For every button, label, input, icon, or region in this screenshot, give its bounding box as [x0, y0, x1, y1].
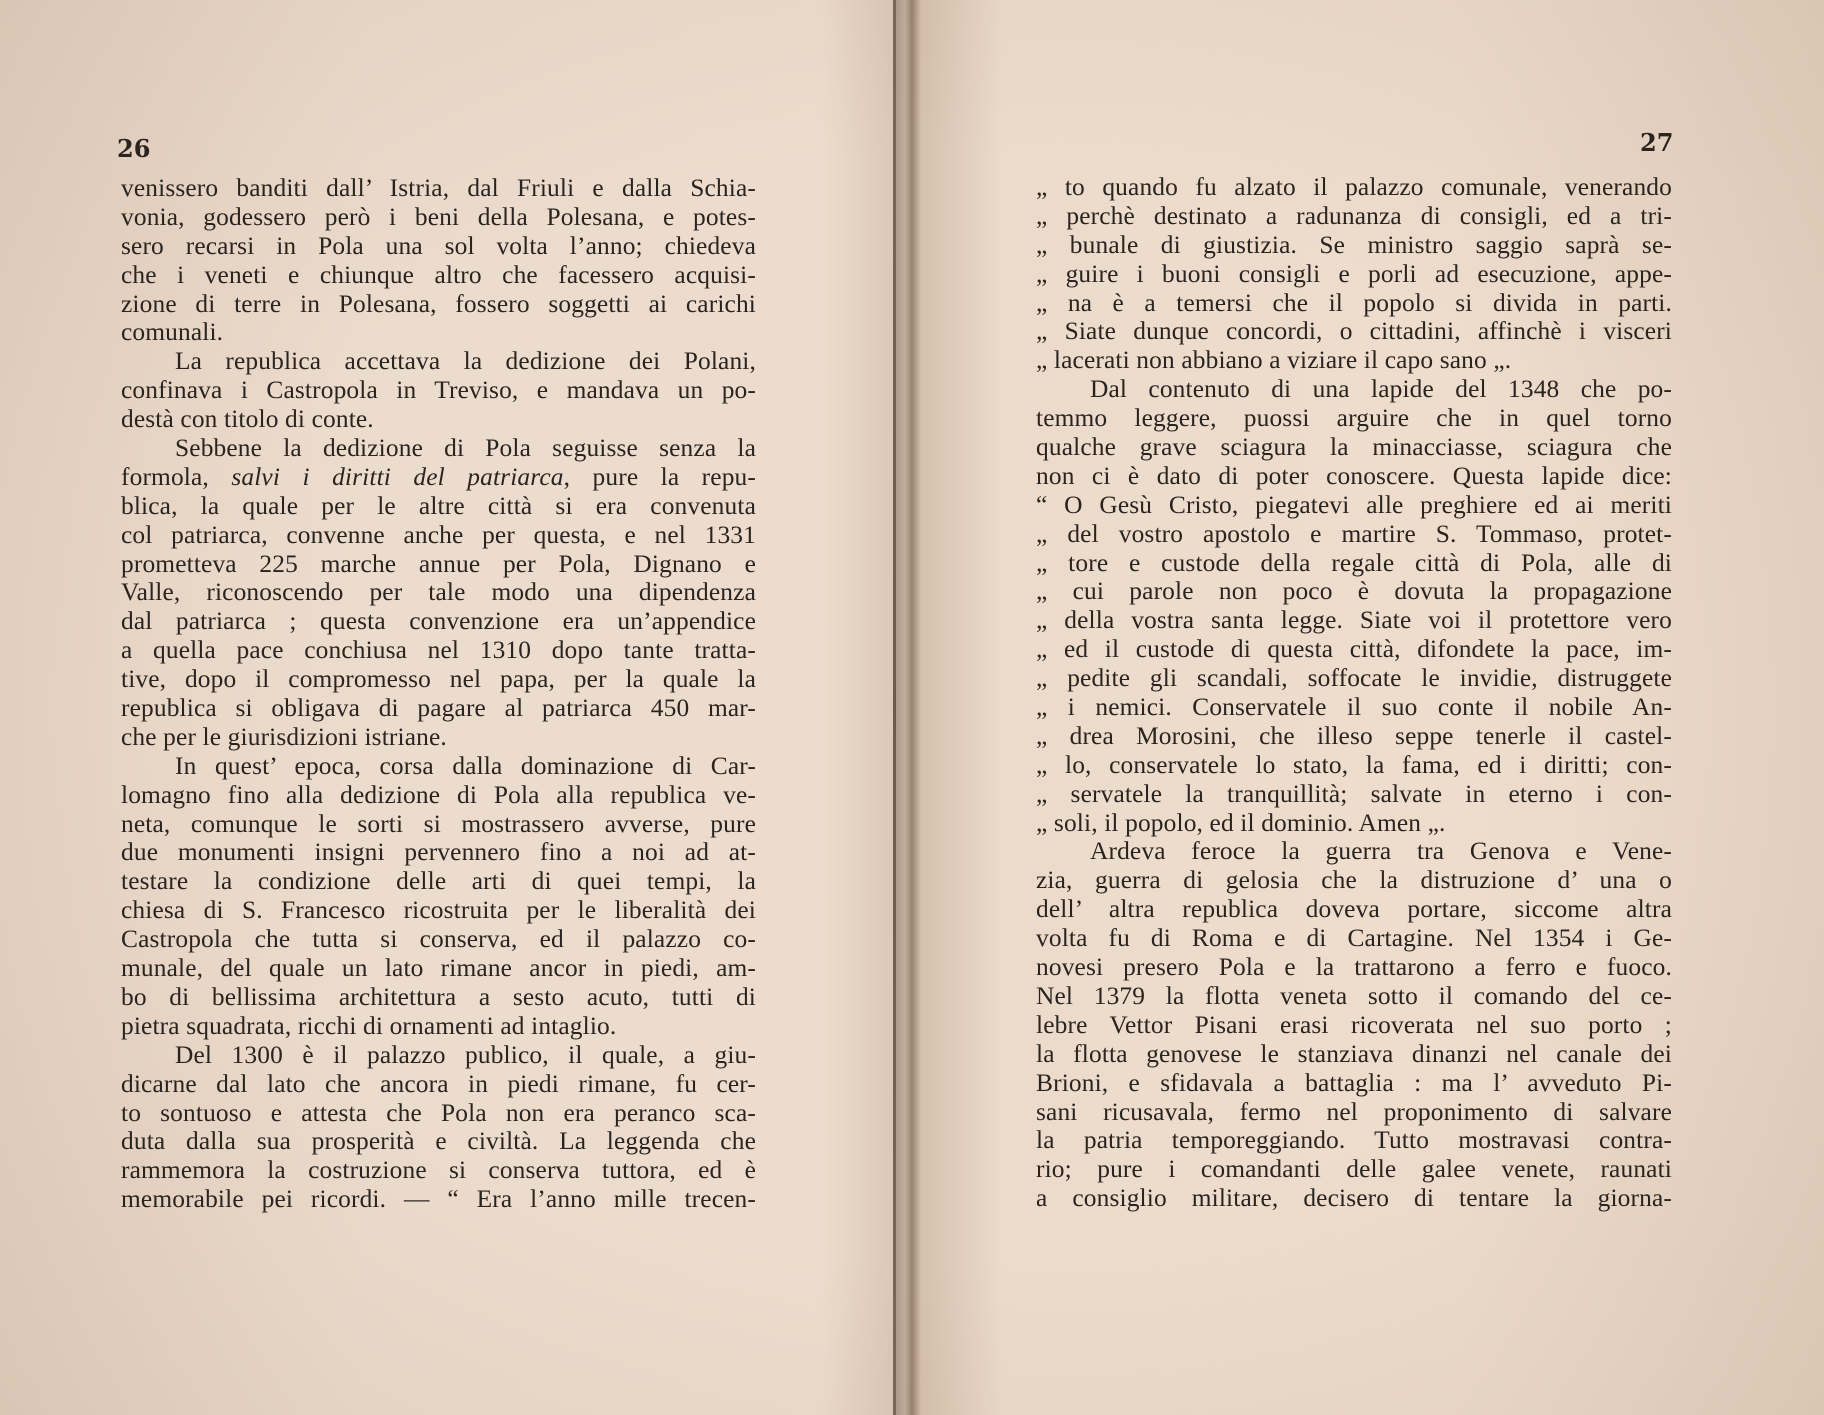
text-line: due monumenti insigni pervennero fino a noi ad at-	[121, 838, 756, 867]
text-line: „ servatele la tranquillità; salvate in eterno i con-	[1036, 779, 1672, 808]
italic-phrase: salvi i diritti del patriarca	[231, 462, 564, 491]
text-line: novesi presero Pola e la trattarono a ferro e fuoco.	[1036, 953, 1672, 982]
text-line: che i veneti e chiunque altro che facessero acquisi-	[121, 260, 756, 289]
text-line	[121, 463, 756, 492]
text-line: blica, la quale per le altre città si era convenuta	[121, 491, 756, 520]
text-line: duta dalla sua prosperità e civiltà. La leggenda che	[121, 1127, 756, 1156]
text-line: sani ricusavala, fermo nel proponimento di salvare	[1036, 1097, 1672, 1126]
text-line: „ lo, conservatele lo stato, la fama, ed i diritti; con-	[1036, 750, 1672, 779]
text-line: republica si obligava di pagare al patriarca 450 mar-	[121, 694, 756, 723]
text-line: La republica accettava la dedizione dei Polani,	[175, 347, 756, 376]
text-line: „ della vostra santa legge. Siate voi il protettore vero	[1036, 606, 1672, 635]
text-line: chiesa di S. Francesco ricostruita per le liberalità dei	[121, 896, 756, 925]
text-line: venissero banditi dall’ Istria, dal Friuli e dalla Schia-	[121, 174, 756, 202]
text-line: destà con titolo di conte.	[121, 405, 374, 434]
text-line: Brioni, e sfidavala a battaglia : ma l’ avveduto Pi-	[1036, 1068, 1672, 1097]
text-line: tive, dopo il compromesso nel papa, per la quale la	[121, 665, 756, 694]
text-line: memorabile pei ricordi. — “ Era l’anno mille trecen-	[121, 1185, 756, 1214]
text-line: „ na è a temersi che il popolo si divida in parti.	[1036, 288, 1672, 317]
text-line: Castropola che tutta si conserva, ed il palazzo co-	[121, 925, 756, 954]
text-line: qualche grave sciagura la minacciasse, sciagura che	[1036, 433, 1672, 462]
gutter-shadow	[896, 0, 914, 1415]
text-line: „ bunale di giustizia. Se ministro saggio saprà se-	[1036, 230, 1672, 259]
text-line: testare la condizione delle arti di quei tempi, la	[121, 867, 756, 896]
text-line: Ardeva feroce la guerra tra Genova e Vene-	[1090, 837, 1672, 866]
text-line: „ cui parole non poco è dovuta la propagazione	[1036, 577, 1672, 606]
text-line: „ guire i buoni consigli e porli ad esecuzione, appe-	[1036, 259, 1672, 288]
text-line: „ i nemici. Conservatele il suo conte il nobile An-	[1036, 693, 1672, 722]
text-line: Valle, riconoscendo per tale modo una dipendenza	[121, 578, 756, 607]
text-line: “ O Gesù Cristo, piegatevi alle preghiere ed ai meriti	[1036, 490, 1672, 519]
text-segment: formola,	[121, 462, 232, 491]
text-line: prometteva 225 marche annue per Pola, Dignano e	[121, 549, 756, 578]
text-line: rammemora la costruzione si conserva tuttora, ed è	[121, 1156, 756, 1185]
text-line: volta fu di Roma e di Cartagine. Nel 1354 i Ge-	[1036, 924, 1672, 953]
text-line: vonia, godessero però i beni della Polesana, e potes-	[121, 202, 756, 231]
text-line: „ ed il custode di questa città, difondete la pace, im-	[1036, 635, 1672, 664]
text-segment: , pure la repu-	[563, 462, 757, 491]
text-line: dell’ altra republica doveva portare, siccome altra	[1036, 895, 1672, 924]
text-line: non ci è dato di poter conoscere. Questa lapide dice:	[1036, 461, 1672, 490]
right-page-text	[1036, 173, 1672, 1213]
text-line: pietra squadrata, ricchi di ornamenti ad intaglio.	[121, 1011, 617, 1040]
text-line: a consiglio militare, decisero di tentare la giorna-	[1036, 1184, 1672, 1213]
text-line: „ del vostro apostolo e martire S. Tommaso, protet-	[1036, 519, 1672, 548]
text-line: zia, guerra di gelosia che la distruzione d’ una o	[1036, 866, 1672, 895]
text-line: temmo leggere, puossi arguire che in quel torno	[1036, 404, 1672, 433]
text-line: rio; pure i comandanti delle galee venete, raunati	[1036, 1155, 1672, 1184]
text-line: „ to quando fu alzato il palazzo comunale, venerando	[1036, 173, 1672, 201]
text-line: Sebbene la dedizione di Pola seguisse senza la	[175, 434, 756, 463]
text-line: dicarne dal lato che ancora in piedi rimane, fu cer-	[121, 1069, 756, 1098]
text-line: Dal contenuto di una lapide del 1348 che po-	[1090, 375, 1672, 404]
text-line: che per le giurisdizioni istriane.	[121, 722, 447, 751]
text-line: Nel 1379 la flotta veneta sotto il comando del ce-	[1036, 981, 1672, 1010]
text-line: „ pedite gli scandali, soffocate le invidie, distruggete	[1036, 664, 1672, 693]
text-line: col patriarca, convenne anche per questa, e nel 1331	[121, 520, 756, 549]
text-line: confinava i Castropola in Treviso, e mandava un po-	[121, 376, 756, 405]
text-line: „ drea Morosini, che illeso seppe tenerle il castel-	[1036, 721, 1672, 750]
page-number-right: 27	[1640, 128, 1674, 157]
text-line: „ soli, il popolo, ed il dominio. Amen „.	[1036, 808, 1446, 837]
text-line: „ lacerati non abbiano a viziare il capo sano „.	[1036, 346, 1512, 375]
text-line: Del 1300 è il palazzo publico, il quale, a giu-	[175, 1040, 756, 1069]
page-number-left: 26	[117, 134, 151, 163]
text-line: lomagno fino alla dedizione di Pola alla republica ve-	[121, 780, 756, 809]
text-line: „ tore e custode della regale città di Pola, alle di	[1036, 548, 1672, 577]
text-line: zione di terre in Polesana, fossero soggetti ai carichi	[121, 289, 756, 318]
left-page-text	[121, 174, 756, 1214]
text-line: la flotta genovese le stanziava dinanzi nel canale dei	[1036, 1039, 1672, 1068]
text-line: comunali.	[121, 318, 224, 347]
text-line: bo di bellissima architettura a sesto acuto, tutti di	[121, 982, 756, 1011]
text-line: a quella pace conchiusa nel 1310 dopo tante tratta-	[121, 636, 756, 665]
text-line: munale, del quale un lato rimane ancor in piedi, am-	[121, 954, 756, 983]
text-line: la patria temporeggiando. Tutto mostravasi contra-	[1036, 1126, 1672, 1155]
text-line: dal patriarca ; questa convenzione era un’appendice	[121, 607, 756, 636]
text-line: In quest’ epoca, corsa dalla dominazione di Car-	[175, 751, 756, 780]
text-line: lebre Vettor Pisani erasi ricoverata nel suo porto ;	[1036, 1010, 1672, 1039]
text-line: „ Siate dunque concordi, o cittadini, affinchè i visceri	[1036, 317, 1672, 346]
text-line: sero recarsi in Pola una sol volta l’anno; chiedeva	[121, 231, 756, 260]
text-line: to sontuoso e attesta che Pola non era peranco sca-	[121, 1098, 756, 1127]
text-line: neta, comunque le sorti si mostrassero avverse, pure	[121, 809, 756, 838]
text-line: „ perchè destinato a radunanza di consigli, ed a tri-	[1036, 201, 1672, 230]
